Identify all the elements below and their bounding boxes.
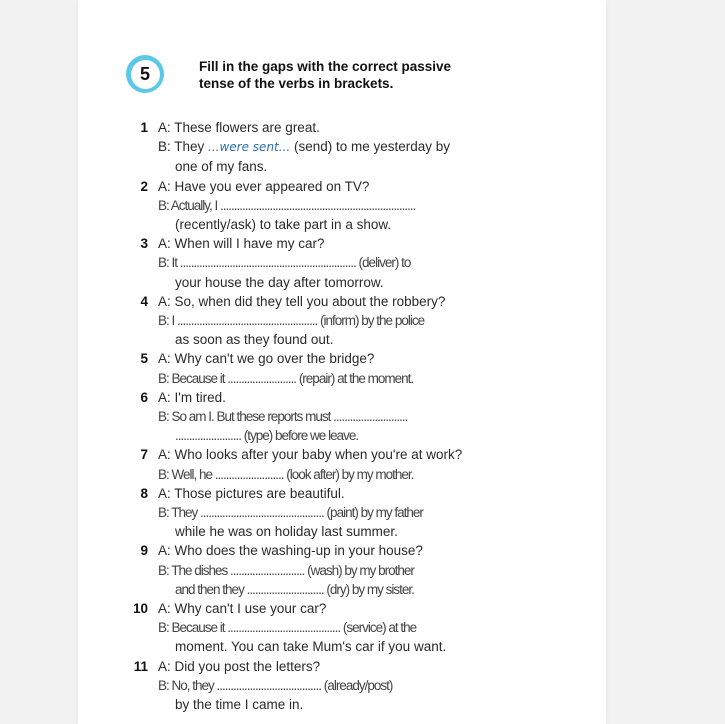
item-number: 9 [140, 543, 148, 559]
exercise-item-11 [128, 657, 528, 715]
exercise-item-9 [128, 541, 528, 599]
exercise-item-2 [128, 177, 528, 235]
exercise-item-6 [128, 388, 528, 446]
item-number: 3 [140, 236, 148, 252]
exercise-instructions [199, 58, 539, 92]
line-a: A: Have you ever appeared on TV? [158, 178, 370, 194]
line-a: A: Who looks after your baby when you're at work? [158, 447, 463, 463]
item-number: 1 [140, 120, 148, 135]
example-answer: ...were sent... [208, 140, 291, 155]
item-number: 6 [140, 389, 148, 405]
line-a: A: Why can't we go over the bridge? [158, 351, 375, 367]
item-number: 2 [140, 178, 148, 194]
line-a: A: Did you post the letters? [158, 658, 321, 674]
line-a: A: Those pictures are beautiful. [158, 485, 345, 501]
line-b-with-gap: B: The dishes ........................... (wash) by my brother [158, 562, 414, 578]
line-b-with-gap: B: Well, he ......................... (look after) by my mother. [158, 466, 414, 482]
item-number: 11 [133, 658, 148, 674]
line-continuation: by the time I came in. [175, 697, 304, 713]
instructions-line-2: tense of the verbs in brackets. [199, 76, 394, 91]
line-continuation: as soon as they found out. [175, 332, 334, 348]
line-b-with-gap: B: I ................................................... (inform) by the police [158, 313, 425, 329]
instructions-line-1: Fill in the gaps with the correct passive [199, 59, 452, 74]
exercise-item-7 [128, 445, 528, 483]
line-b-with-gap: B: Because it ......................................... (service) at the [158, 620, 417, 636]
line-a: A: Who does the washing-up in your house? [158, 543, 423, 559]
line-continuation: moment. You can take Mum's car if you want. [175, 639, 447, 655]
item-number: 8 [140, 485, 148, 501]
line-b-with-gap: B: No, they ...................................... (already/post) [158, 677, 393, 693]
exercise-items [128, 118, 528, 714]
exercise-number: 5 [131, 60, 160, 89]
line-b-with-gap: B: It ................................................................ (deliver) to [158, 255, 411, 271]
line-continuation: and then they ............................ (dry) by my sister. [175, 581, 414, 597]
exercise-item-4 [128, 292, 528, 350]
line-continuation: ........................ (type) before we leave. [175, 428, 359, 444]
line-continuation: your house the day after tomorrow. [175, 274, 384, 290]
line-continuation: (recently/ask) to take part in a show. [175, 217, 392, 233]
exercise-item-8 [128, 484, 528, 542]
line-b-with-gap: B: Actually, I ....................................................................... [158, 197, 416, 213]
line-b-end: (send) to me yesterday by [290, 139, 451, 155]
item-number: 10 [132, 601, 148, 617]
line-b-with-gap: B: They ............................................. (paint) by my father [158, 505, 423, 521]
exercise-item-1 [128, 118, 528, 177]
exercise-number-badge [126, 55, 164, 93]
line-a: A: I'm tired. [158, 389, 226, 405]
item-number: 7 [140, 447, 148, 463]
line-a: A: When will I have my car? [158, 236, 325, 252]
item-number: 5 [140, 351, 148, 367]
exercise-header [126, 55, 546, 99]
line-a: A: So, when did they tell you about the robbery? [158, 293, 446, 309]
exercise-item-3 [128, 234, 528, 292]
item-number: 4 [140, 293, 148, 309]
line-continuation: while he was on holiday last summer. [175, 524, 398, 540]
exercise-item-5 [128, 349, 528, 387]
line-b-with-gap: B: So am I. But these reports must ........................... [158, 409, 408, 425]
line-continuation: one of my fans. [175, 159, 268, 175]
line-a: A: Why can't I use your car? [158, 601, 327, 617]
line-b-with-gap: B: Because it ......................... (repair) at the moment. [158, 370, 414, 386]
line-a: A: These flowers are great. [158, 120, 320, 135]
exercise-item-10 [128, 599, 528, 657]
line-b-start: B: They [158, 139, 209, 155]
